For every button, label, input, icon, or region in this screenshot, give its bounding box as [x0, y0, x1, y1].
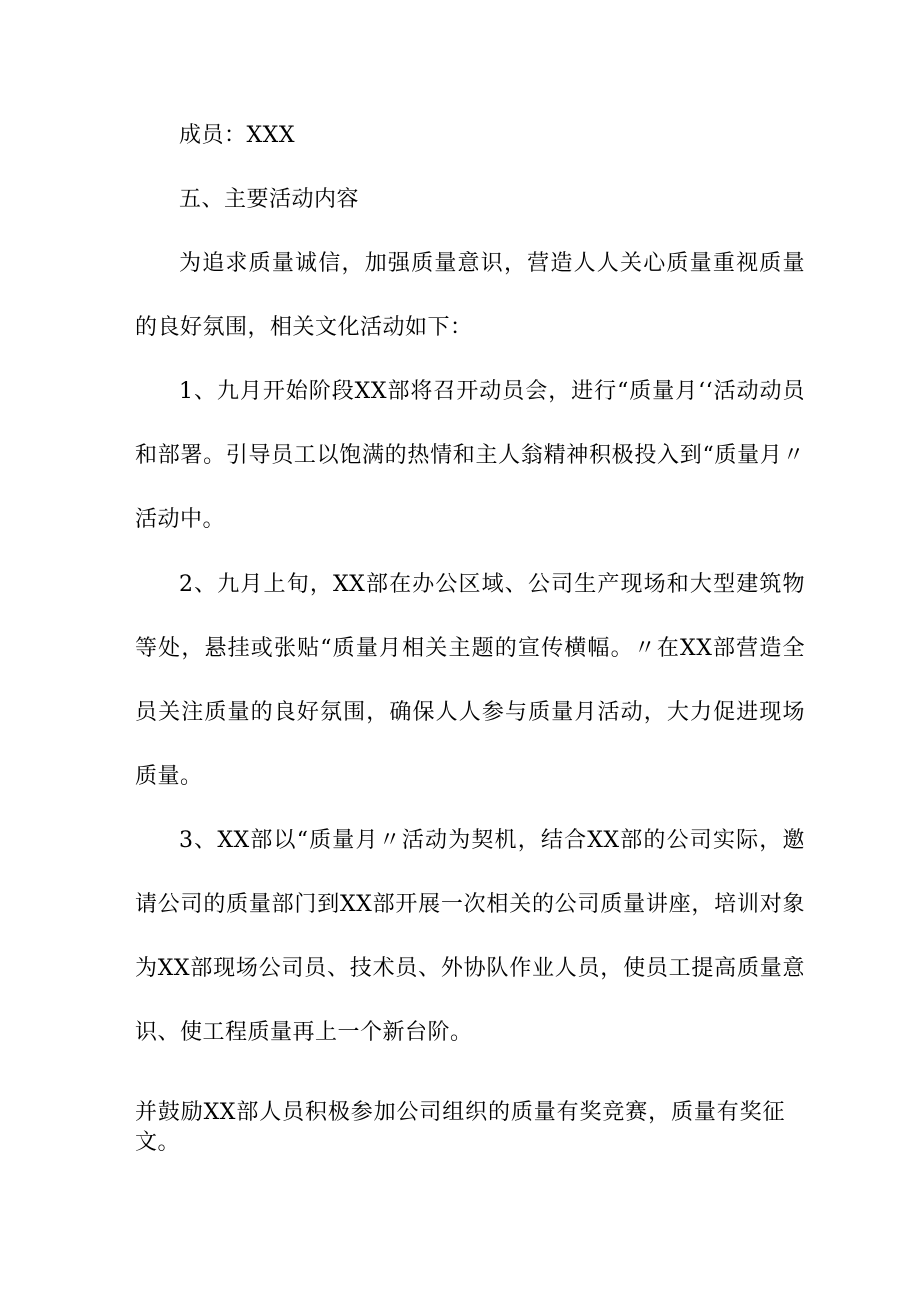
- activity-item-3: 3、XX部以“质量月〃活动为契机，结合XX部的公司实际，邀请公司的质量部门到XX部开展一次相关的公司质量讲座，培训对象为XX部现场公司员、技术员、外协队作业人员，使员工提高质量意识、使工程质量再上一个新台阶。: [135, 828, 805, 1045]
- members-line: 成员：XXX: [179, 123, 295, 148]
- intro-paragraph: 为追求质量诚信，加强质量意识，营造人人关心质量重视质量的良好氛围，相关文化活动如下：: [135, 251, 805, 340]
- section-heading: 五、主要活动内容: [179, 187, 360, 212]
- activity-item-1: 1、九月开始阶段XX部将召开动员会，进行“质量月‘‘活动动员和部署。引导员工以饱满的热情和主人翁精神积极投入到“质量月〃活动中。: [135, 379, 805, 532]
- activity-item-2: 2、九月上旬，XX部在办公区域、公司生产现场和大型建筑物等处，悬挂或张贴“质量月相关主题的宣传横幅。〃在XX部营造全员关注质量的良好氛围，确保人人参与质量月活动，大力促进现场质量。: [135, 572, 805, 789]
- closing-paragraph: 并鼓励XX部人员积极参加公司组织的质量有奖竞赛，质量有奖征文。: [135, 1100, 785, 1155]
